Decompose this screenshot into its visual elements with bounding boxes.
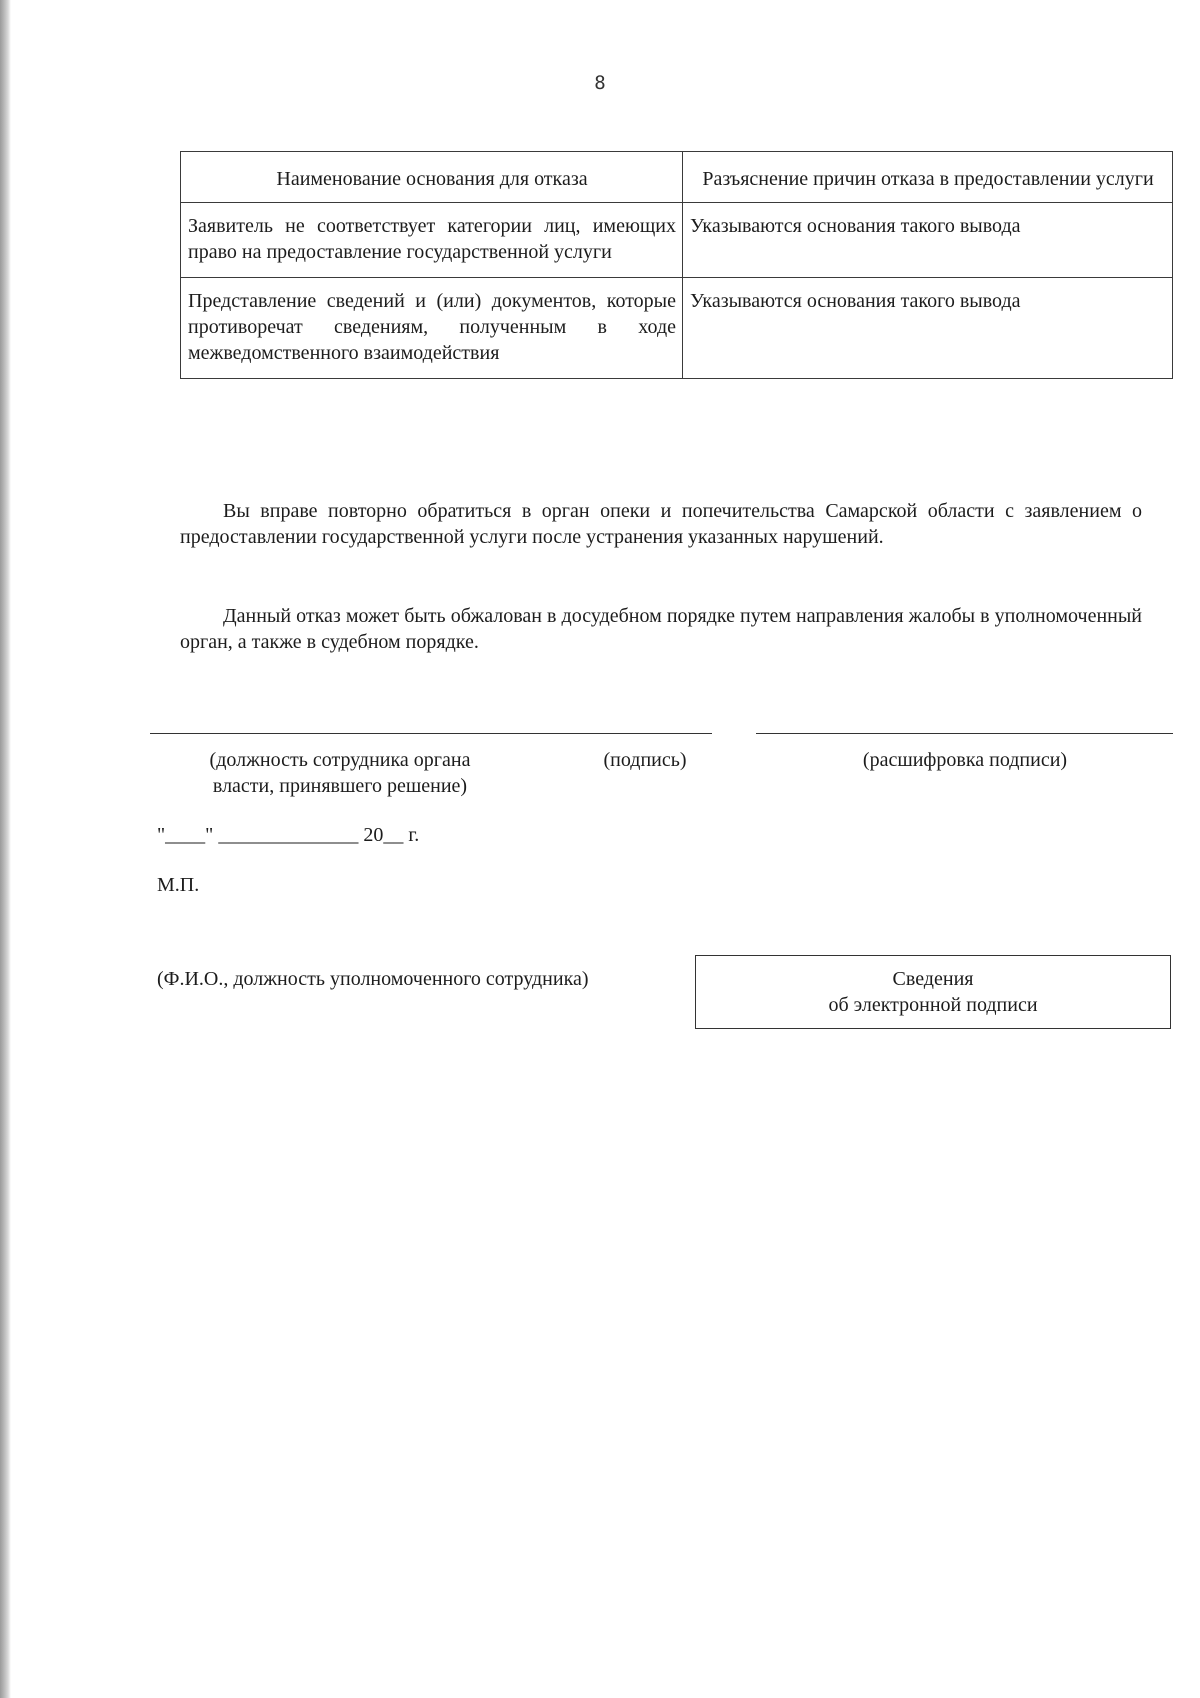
table-header-explanation: Разъяснение причин отказа в предоставлении услуги: [683, 152, 1173, 203]
appeal-paragraph: Данный отказ может быть обжалован в досудебном порядке путем направления жалобы в уполномоченный орган, а также в судебном порядке.: [180, 605, 1142, 653]
page-number: 8: [594, 72, 606, 94]
table-header-row: [181, 152, 1173, 203]
decryption-signature-line: [756, 733, 1173, 734]
esign-line2: об электронной подписи: [828, 994, 1038, 1016]
position-caption-line1: (должность сотрудника органа: [209, 749, 471, 771]
table-cell-reason: Представление сведений и (или) документов, которые противоречат сведениям, полученным в ходе межведомственного взаимодействия: [181, 278, 683, 379]
reapply-paragraph: Вы вправе повторно обратиться в орган опеки и попечительства Самарской области с заявлением о предоставлении государственной услуги после устранения указанных нарушений.: [180, 500, 1142, 548]
stamp-label: М.П.: [157, 874, 200, 896]
electronic-signature-box: [695, 955, 1171, 1029]
esign-line1: Сведения: [892, 968, 974, 990]
table-cell-explanation: Указываются основания такого вывода: [683, 203, 1173, 278]
position-caption: [150, 747, 530, 799]
table-cell-reason: Заявитель не соответствует категории лиц, имеющих право на предоставление государственной услуги: [181, 203, 683, 278]
scan-left-edge: [0, 0, 11, 1698]
table-row: [181, 203, 1173, 278]
position-signature-line: [150, 733, 712, 734]
refusal-reasons-table: [180, 151, 1173, 379]
table-header-reason: Наименование основания для отказа: [181, 152, 683, 203]
fio-caption: (Ф.И.О., должность уполномоченного сотрудника): [157, 968, 589, 990]
decryption-caption: (расшифровка подписи): [862, 749, 1068, 771]
signature-caption: (подпись): [603, 749, 687, 771]
date-line: "____" ______________ 20__ г.: [157, 824, 420, 846]
table-cell-explanation: Указываются основания такого вывода: [683, 278, 1173, 379]
position-caption-line2: власти, принявшего решение): [212, 775, 468, 797]
table-row: [181, 278, 1173, 379]
